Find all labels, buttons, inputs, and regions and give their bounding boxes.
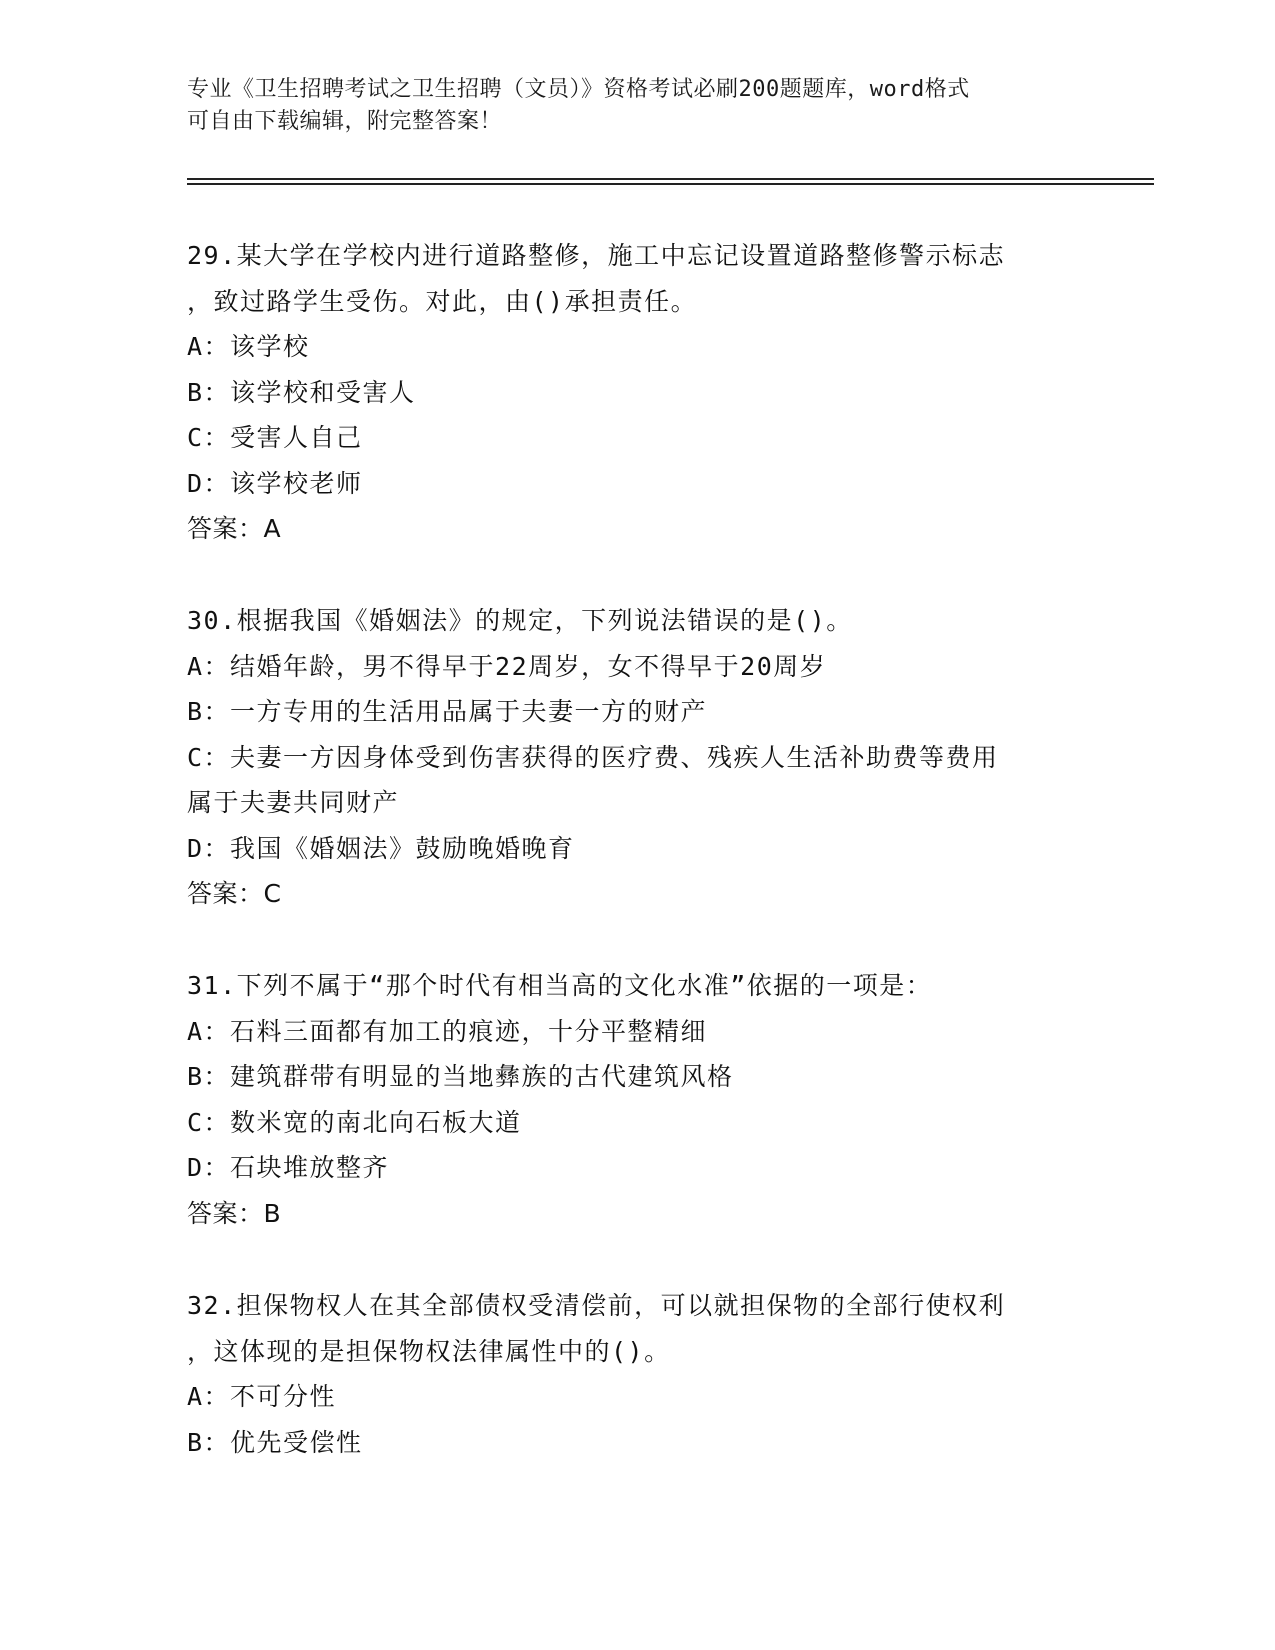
header-line-2: 可自由下载编辑，附完整答案！ [187, 109, 503, 134]
option-b: B：该学校和受害人 [187, 377, 416, 407]
option-b: B：一方专用的生活用品属于夫妻一方的财产 [187, 697, 708, 726]
question-32 [187, 1283, 1087, 1465]
question-text: 29.某大学在学校内进行道路整修，施工中忘记设置道路整修警示标志 [187, 241, 1006, 270]
answer: 答案：C [187, 879, 282, 908]
option-b: B：优先受偿性 [187, 1427, 363, 1457]
answer: 答案：A [187, 514, 282, 543]
header-rule-bottom [187, 183, 1154, 185]
option-a: A：该学校 [187, 332, 310, 361]
option-c: C：数米宽的南北向石板大道 [187, 1107, 522, 1137]
option-d: D：我国《婚姻法》鼓励晚婚晚育 [187, 833, 575, 863]
option-d: D：石块堆放整齐 [187, 1153, 390, 1182]
question-29 [187, 233, 1087, 552]
question-30 [187, 598, 1087, 917]
option-a: A：石料三面都有加工的痕迹，十分平整精细 [187, 1016, 708, 1046]
option-c: C：受害人自己 [187, 423, 363, 452]
question-31 [187, 963, 1087, 1236]
header-line-1: 专业《卫生招聘考试之卫生招聘（文员）》资格考试必刷200题题库，word格式 [187, 77, 970, 102]
option-d: D：该学校老师 [187, 468, 363, 498]
option-b: B：建筑群带有明显的当地彝族的古代建筑风格 [187, 1062, 734, 1091]
question-text: 32.担保物权人在其全部债权受清偿前，可以就担保物的全部行使权利 [187, 1291, 1006, 1320]
question-text: ，这体现的是担保物权法律属性中的()。 [187, 1336, 671, 1366]
question-text: 31.下列不属于“那个时代有相当高的文化水准”依据的一项是： [187, 971, 933, 1000]
document-header [187, 74, 1087, 138]
answer: 答案：B [187, 1198, 282, 1228]
header-rule-top [187, 178, 1154, 180]
question-text: ，致过路学生受伤。对此，由()承担责任。 [187, 286, 698, 316]
question-text: 30.根据我国《婚姻法》的规定，下列说法错误的是()。 [187, 606, 853, 635]
option-a: A：不可分性 [187, 1382, 337, 1411]
option-c: C：夫妻一方因身体受到伤害获得的医疗费、残疾人生活补助费等费用 [187, 742, 999, 772]
option-a: A：结婚年龄，男不得早于22周岁，女不得早于20周岁 [187, 651, 827, 681]
option-c-continued: 属于夫妻共同财产 [187, 788, 400, 817]
